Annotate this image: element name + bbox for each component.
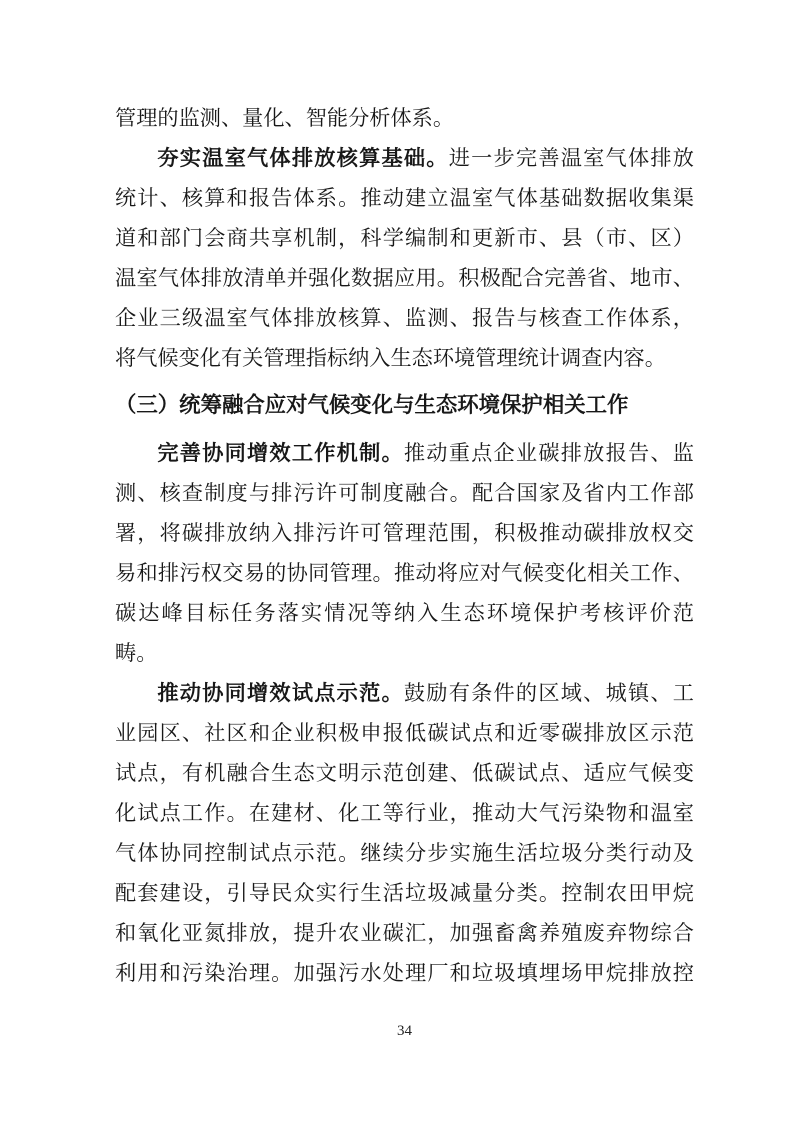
body-line: 试点，有机融合生态文明示范创建、低碳试点、适应气候变 (115, 761, 694, 785)
body-line: 统计、核算和报告体系。推动建立温室气体基础数据收集渠 (115, 186, 694, 210)
body-line: 温室气体排放清单并强化数据应用。积极配合完善省、地市、 (115, 266, 694, 290)
body-line (115, 138, 694, 178)
body-line: 测、核查制度与排污许可制度融合。配合国家及省内工作部 (115, 481, 694, 505)
body-text: 鼓励有条件的区域、城镇、工 (403, 681, 694, 705)
text-column (115, 98, 694, 993)
run-in-heading: 推动协同增效试点示范。 (157, 681, 404, 705)
body-line: 署，将碳排放纳入排污许可管理范围，积极推动碳排放权交 (115, 521, 694, 545)
body-line: 碳达峰目标任务落实情况等纳入生态环境保护考核评价范 (115, 601, 694, 625)
body-line (115, 433, 694, 473)
body-line: 化试点工作。在建材、化工等行业，推动大气污染物和温室 (115, 801, 694, 825)
body-line: 企业三级温室气体排放核算、监测、报告与核查工作体系， (115, 306, 694, 330)
page-number: 34 (397, 1023, 412, 1039)
body-text: 推动重点企业碳排放报告、监 (403, 441, 694, 465)
body-line: 道和部门会商共享机制，科学编制和更新市、县（市、区） (115, 226, 694, 250)
body-line: 管理的监测、量化、智能分析体系。 (115, 106, 455, 130)
body-line: 利用和污染治理。加强污水处理厂和垃圾填埋场甲烷排放控 (115, 961, 694, 985)
body-line (115, 673, 694, 713)
run-in-heading: 完善协同增效工作机制。 (157, 441, 404, 465)
body-line: 气体协同控制试点示范。继续分步实施生活垃圾分类行动及 (115, 841, 694, 865)
body-line: 配套建设，引导民众实行生活垃圾减量分类。控制农田甲烷 (115, 881, 694, 905)
body-line: 易和排污权交易的协同管理。推动将应对气候变化相关工作、 (115, 561, 694, 585)
section-heading: （三）统筹融合应对气候变化与生态环境保护相关工作 (115, 393, 629, 417)
body-line: 和氧化亚氮排放，提升农业碳汇，加强畜禽养殖废弃物综合 (115, 921, 694, 945)
body-line: 业园区、社区和企业积极申报低碳试点和近零碳排放区示范 (115, 721, 694, 745)
body-line: 畴。 (115, 641, 158, 665)
run-in-heading: 夯实温室气体排放核算基础。 (157, 146, 449, 170)
body-text: 进一步完善温室气体排放 (448, 146, 694, 170)
body-line: 将气候变化有关管理指标纳入生态环境管理统计调查内容。 (115, 346, 666, 370)
